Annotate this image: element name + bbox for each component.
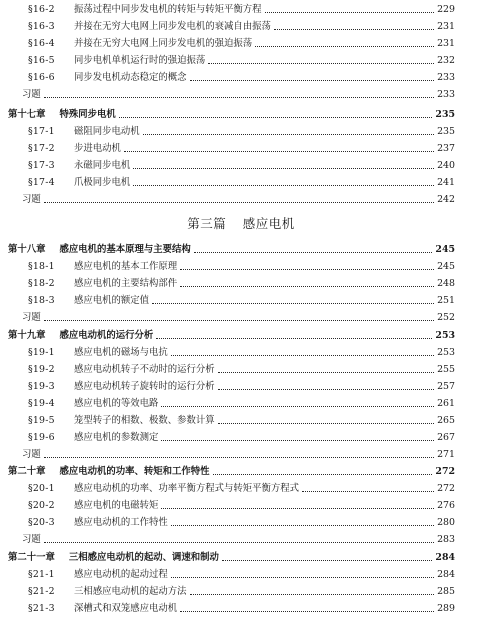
page-number: 245: [437, 261, 455, 272]
entry-title: 同步电机单机运行时的强迫振荡: [74, 55, 206, 66]
entry-label: [28, 567, 168, 583]
toc-chapter-row: [0, 328, 482, 344]
entry-title: 深槽式和双笼感应电动机: [74, 603, 178, 614]
entry-label: [8, 107, 116, 123]
toc-section-row: [0, 124, 482, 140]
entry-title: 磁阻同步电动机: [74, 126, 140, 137]
entry-label: [28, 396, 158, 412]
toc-section-row: [0, 396, 482, 412]
toc-exercise-row: [0, 87, 482, 103]
page-number: 248: [437, 278, 455, 289]
part-number: 第三篇: [187, 216, 227, 231]
entry-title: 感应电机的额定值: [74, 295, 150, 306]
page-number: 232: [437, 55, 455, 66]
section-number: §19-5: [28, 415, 55, 426]
chapter-number: 第十八章: [8, 244, 46, 255]
entry-label: [28, 498, 158, 514]
toc-section-row: [0, 498, 482, 514]
dot-leader: [194, 252, 433, 253]
toc-section-row: [0, 567, 482, 583]
dot-leader: [180, 286, 434, 287]
part-title: 感应电机: [242, 216, 295, 231]
entry-label: [8, 328, 153, 344]
dot-leader: [44, 97, 434, 98]
section-number: §16-3: [28, 21, 55, 32]
section-number: §19-4: [28, 398, 55, 409]
dot-leader: [208, 63, 434, 64]
page-number: 284: [435, 552, 455, 563]
entry-label: [28, 19, 271, 35]
section-number: §21-3: [28, 603, 55, 614]
page-number: 242: [437, 194, 455, 205]
toc-section-row: [0, 362, 482, 378]
entry-label: [28, 158, 130, 174]
entry-label: [28, 276, 177, 292]
section-number: §19-2: [28, 364, 55, 375]
dot-leader: [156, 338, 432, 339]
entry-label: [28, 293, 149, 309]
entry-title: 三相感应电动机的起动、调速和制动: [68, 552, 219, 563]
chapter-number: 第二十章: [8, 466, 46, 477]
dot-leader: [171, 355, 434, 356]
dot-leader: [218, 389, 434, 390]
entry-label: [28, 259, 177, 275]
entry-label: [28, 53, 205, 69]
entry-label: [28, 481, 299, 497]
toc-section-row: [0, 515, 482, 531]
dot-leader: [218, 372, 434, 373]
entry-title: 感应电动机的起动过程: [74, 569, 168, 580]
section-number: §19-1: [28, 347, 55, 358]
dot-leader: [222, 560, 433, 561]
dot-leader: [171, 577, 434, 578]
dot-leader: [265, 12, 435, 13]
dot-leader: [161, 406, 434, 407]
entry-label: [28, 345, 168, 361]
entry-title: 感应电动机转子旋转时的运行分析: [74, 381, 215, 392]
dot-leader: [133, 185, 434, 186]
dot-leader: [255, 46, 434, 47]
page-number: 245: [435, 244, 455, 255]
dot-leader: [133, 168, 434, 169]
section-number: §16-2: [28, 4, 55, 15]
entry-label: [28, 36, 252, 52]
entry-title: 习题: [22, 534, 41, 545]
chapter-number: 第十七章: [8, 109, 46, 120]
entry-label: [8, 464, 210, 480]
section-number: §18-1: [28, 261, 55, 272]
toc-section-row: [0, 158, 482, 174]
page-number: 252: [437, 312, 455, 323]
page-number: 261: [437, 398, 455, 409]
page-number: 267: [437, 432, 455, 443]
toc-exercise-row: [0, 192, 482, 208]
toc-section-row: [0, 70, 482, 86]
dot-leader: [124, 151, 434, 152]
entry-title: 感应电动机转子不动时的运行分析: [74, 364, 215, 375]
toc-chapter-row: [0, 550, 482, 566]
page-number: 255: [437, 364, 455, 375]
entry-title: 笼型转子的相数、极数、参数计算: [74, 415, 215, 426]
dot-leader: [119, 117, 433, 118]
entry-title: 同步发电机动态稳定的概念: [74, 72, 187, 83]
dot-leader: [44, 202, 434, 203]
toc-section-row: [0, 36, 482, 52]
dot-leader: [213, 474, 433, 475]
toc-chapter-row: [0, 107, 482, 123]
entry-title: 感应电机的基本原理与主要结构: [59, 244, 191, 255]
toc-section-row: [0, 19, 482, 35]
page-number: 253: [437, 347, 455, 358]
page-number: 276: [437, 500, 455, 511]
entry-title: 三相感应电动机的起动方法: [74, 586, 187, 597]
entry-label: [8, 550, 219, 566]
entry-title: 振荡过程中同步发电机的转矩与转矩平衡方程: [74, 4, 262, 15]
page-number: 235: [435, 109, 455, 120]
section-number: §19-3: [28, 381, 55, 392]
section-number: §16-5: [28, 55, 55, 66]
page-number: 241: [437, 177, 455, 188]
entry-title: 感应电动机的工作特性: [74, 517, 168, 528]
toc-section-row: [0, 413, 482, 429]
section-number: §21-1: [28, 569, 55, 580]
entry-title: 并接在无穷大电网上同步发电机的强迫振荡: [74, 38, 253, 49]
dot-leader: [274, 29, 434, 30]
dot-leader: [190, 594, 435, 595]
entry-label: [22, 447, 41, 463]
page-number: 272: [437, 483, 455, 494]
entry-label: [28, 430, 158, 446]
toc-exercise-row: [0, 532, 482, 548]
dot-leader: [44, 542, 434, 543]
page-number: 251: [437, 295, 455, 306]
page-number: 237: [437, 143, 455, 154]
section-number: §18-2: [28, 278, 55, 289]
toc-chapter-row: [0, 242, 482, 258]
entry-title: 感应电动机的功率、转矩和工作特性: [59, 466, 210, 477]
dot-leader: [190, 80, 435, 81]
entry-title: 感应电机的基本工作原理: [74, 261, 178, 272]
section-number: §17-3: [28, 160, 55, 171]
section-number: §17-1: [28, 126, 55, 137]
section-number: §17-2: [28, 143, 55, 154]
dot-leader: [302, 491, 434, 492]
entry-label: [28, 601, 177, 617]
chapter-number: 第二十一章: [8, 552, 55, 563]
toc-exercise-row: [0, 310, 482, 326]
toc-section-row: [0, 481, 482, 497]
entry-label: [28, 515, 168, 531]
section-number: §21-2: [28, 586, 55, 597]
toc-section-row: [0, 259, 482, 275]
section-number: §18-3: [28, 295, 55, 306]
entry-label: [28, 141, 121, 157]
toc-section-row: [0, 601, 482, 617]
entry-title: 习题: [22, 449, 41, 460]
section-number: §20-3: [28, 517, 55, 528]
dot-leader: [161, 508, 434, 509]
toc-section-row: [0, 293, 482, 309]
entry-label: [28, 2, 262, 18]
toc-section-row: [0, 53, 482, 69]
page-number: 284: [437, 569, 455, 580]
toc-chapter-row: [0, 464, 482, 480]
page-number: 272: [435, 466, 455, 477]
page-number: 285: [437, 586, 455, 597]
section-number: §20-2: [28, 500, 55, 511]
entry-title: 并接在无穷大电网上同步发电机的衰减自由振荡: [74, 21, 271, 32]
page-number: 233: [437, 89, 455, 100]
entry-title: 特殊同步电机: [59, 109, 116, 120]
entry-label: [22, 192, 41, 208]
entry-label: [28, 70, 187, 86]
toc-section-row: [0, 175, 482, 191]
section-number: §16-4: [28, 38, 55, 49]
entry-label: [28, 584, 187, 600]
toc-exercise-row: [0, 447, 482, 463]
entry-title: 感应电机的等效电路: [74, 398, 159, 409]
entry-title: 习题: [22, 89, 41, 100]
entry-title: 永磁同步电机: [74, 160, 131, 171]
section-number: §16-6: [28, 72, 55, 83]
page-number: 265: [437, 415, 455, 426]
part-heading: [0, 214, 482, 232]
entry-label: [28, 175, 130, 191]
entry-title: 感应电机的磁场与电抗: [74, 347, 168, 358]
dot-leader: [218, 423, 434, 424]
entry-label: [28, 413, 215, 429]
entry-label: [22, 87, 41, 103]
entry-title: 感应电动机的运行分析: [59, 330, 154, 341]
toc-section-row: [0, 584, 482, 600]
toc-section-row: [0, 379, 482, 395]
entry-title: 爪极同步电机: [74, 177, 131, 188]
dot-leader: [44, 457, 434, 458]
entry-label: [28, 379, 215, 395]
page-number: 271: [437, 449, 455, 460]
page-number: 257: [437, 381, 455, 392]
dot-leader: [152, 303, 434, 304]
page-number: 233: [437, 72, 455, 83]
toc-section-row: [0, 276, 482, 292]
page-number: 289: [437, 603, 455, 614]
entry-title: 步进电动机: [74, 143, 121, 154]
entry-title: 感应电机的电磁转矩: [74, 500, 159, 511]
section-number: §17-4: [28, 177, 55, 188]
toc-section-row: [0, 141, 482, 157]
dot-leader: [161, 440, 434, 441]
page-number: 229: [437, 4, 455, 15]
toc-section-row: [0, 345, 482, 361]
section-number: §19-6: [28, 432, 55, 443]
page-number: 231: [437, 38, 455, 49]
dot-leader: [171, 525, 434, 526]
dot-leader: [180, 269, 434, 270]
entry-title: 习题: [22, 312, 41, 323]
entry-label: [28, 124, 140, 140]
section-number: §20-1: [28, 483, 55, 494]
dot-leader: [180, 611, 434, 612]
entry-title: 感应电机的参数测定: [74, 432, 159, 443]
entry-label: [22, 532, 41, 548]
page-number: 231: [437, 21, 455, 32]
chapter-number: 第十九章: [8, 330, 46, 341]
entry-title: 感应电动机的功率、功率平衡方程式与转矩平衡方程式: [74, 483, 300, 494]
toc-section-row: [0, 430, 482, 446]
entry-label: [28, 362, 215, 378]
dot-leader: [143, 134, 434, 135]
toc-section-row: [0, 2, 482, 18]
page-number: 280: [437, 517, 455, 528]
entry-title: 感应电机的主要结构部件: [74, 278, 178, 289]
page-number: 283: [437, 534, 455, 545]
entry-label: [22, 310, 41, 326]
page-number: 253: [435, 330, 455, 341]
entry-label: [8, 242, 191, 258]
page-number: 240: [437, 160, 455, 171]
entry-title: 习题: [22, 194, 41, 205]
page-number: 235: [437, 126, 455, 137]
dot-leader: [44, 320, 434, 321]
